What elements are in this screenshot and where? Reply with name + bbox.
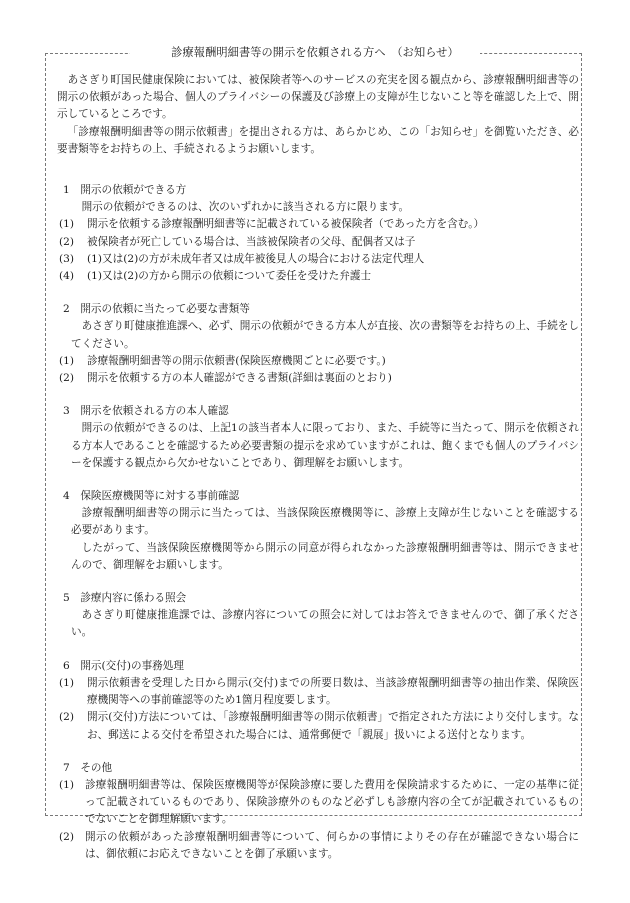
list-item [57, 234, 579, 251]
section-3 [57, 403, 579, 472]
section-body-2: したがって、当該保険医療機関等から開示の同意が得られなかった診療報酬明細書等は、開示できませんので、御理解をお願いします。 [71, 541, 579, 571]
section-5 [57, 590, 579, 642]
list-item [57, 268, 579, 285]
intro-paragraph-2: 「診療報酬明細書等の開示依頼書」を提出される方は、あらかじめ、この「お知らせ」を御覧いただき、必要書類等をお持ちの上、手続されるようお願いします。 [57, 125, 579, 155]
section-heading: 5 診療内容に係わる照会 [63, 592, 187, 605]
item-number: (2) [59, 711, 75, 724]
item-number: (1) [59, 218, 75, 231]
item-number: (4) [59, 270, 75, 283]
list-item [57, 709, 579, 743]
item-number: (1) [59, 676, 75, 689]
item-text: 開示を依頼する診療報酬明細書等に記載されている被保険者（であった方を含む。） [87, 218, 485, 231]
section-body: 開示の依頼ができるのは、次のいずれかに該当される方に限ります。 [81, 201, 410, 214]
item-number: (1) [59, 354, 75, 367]
item-number: (2) [59, 372, 75, 385]
list-item [57, 251, 579, 268]
item-text: 開示依頼書を受理した日から開示(交付)までの所要日数は、当該診療報酬明細書等の抽出作業、保険医療機関等への事前確認等のため1箇月程度要します。 [87, 676, 579, 707]
list-item [57, 777, 579, 829]
notice-content [57, 72, 579, 863]
item-number: (3) [59, 252, 75, 265]
item-text: 開示(交付)方法については、「診療報酬明細書等の開示依頼書」で指定された方法により交付します。なお、郵送による交付を希望された場合には、通常郵便で「親展」扱いによる送付となります。 [87, 711, 579, 741]
item-text: 被保険者が死亡している場合は、当該被保険者の父母、配偶者又は子 [87, 235, 416, 248]
list-item [57, 675, 579, 709]
list-item [57, 353, 579, 370]
item-text: 診療報酬明細書等の開示依頼書(保険医療機関ごとに必要です。) [87, 354, 386, 367]
section-body: 診療報酬明細書等の開示に当たっては、当該保険医療機関等に、診療上支障が生じないことを確認する必要があります。 [71, 507, 579, 537]
intro-paragraph-1: あさぎり町国民健康保険においては、被保険者等へのサービスの充実を図る観点から、診療報酬明細書等の開示の依頼があった場合、個人のプライバシーの保護及び診療上の支障が生じないこと等を確認した上で、開示しているところです。 [57, 74, 579, 121]
section-heading: 1 開示の依頼ができる方 [63, 184, 187, 197]
section-heading: 6 開示(交付)の事務処理 [63, 659, 184, 672]
section-body: あさぎり町健康推進課へ、必ず、開示の依頼ができる方本人が直接、次の書類等をお持ちの上、手続をしてください。 [71, 320, 579, 350]
section-2 [57, 301, 579, 387]
list-item [57, 829, 579, 863]
item-text: 診療報酬明細書等は、保険医療機関等が保険診療に要した費用を保険請求するために、一定の基準に従って記載されているものであり、保険診療外のものなど必ずしも診療内容の全てが記載されているものでないことを御理解願います。 [85, 778, 579, 826]
item-number: (2) [59, 235, 75, 248]
section-heading: 2 開示の依頼に当たって必要な書類等 [63, 303, 250, 316]
section-heading: 3 開示を依頼される方の本人確認 [63, 405, 229, 418]
item-text: 開示の依頼があった診療報酬明細書等について、何らかの事情によりその存在が確認できない場合には、御依頼にお応えできないことを御了承願います。 [85, 830, 579, 860]
section-body: 開示の依頼ができるのは、上記1の該当者本人に限っており、また、手続等に当たって、開示を依頼される方本人であることを確認するため必要書類の提示を求めていますがこれは、飽くまでも個人のプライバシーを保護する観点から欠かせないことであり、御理解をお願いします。 [71, 422, 579, 469]
section-body: あさぎり町健康推進課では、診療内容についての照会に対してはお答えできませんので、御了承ください。 [71, 609, 579, 639]
section-1 [57, 182, 579, 285]
section-6 [57, 658, 579, 744]
section-7 [57, 760, 579, 863]
item-text: (1)又は(2)の方が未成年者又は成年被後見人の場合における法定代理人 [87, 252, 425, 265]
item-number: (2) [59, 830, 75, 843]
item-number: (1) [59, 778, 75, 791]
page-title: 診療報酬明細書等の開示を依頼される方へ （お知らせ） [171, 46, 459, 59]
section-heading: 7 その他 [63, 761, 113, 774]
item-text: (1)又は(2)の方から開示の依頼について委任を受けた弁護士 [87, 270, 372, 283]
list-item [57, 216, 579, 233]
item-text: 開示を依頼する方の本人確認ができる書類(詳細は裏面のとおり) [87, 372, 392, 385]
section-heading: 4 保険医療機関等に対する事前確認 [63, 490, 240, 503]
section-4 [57, 488, 579, 574]
list-item [57, 370, 579, 387]
